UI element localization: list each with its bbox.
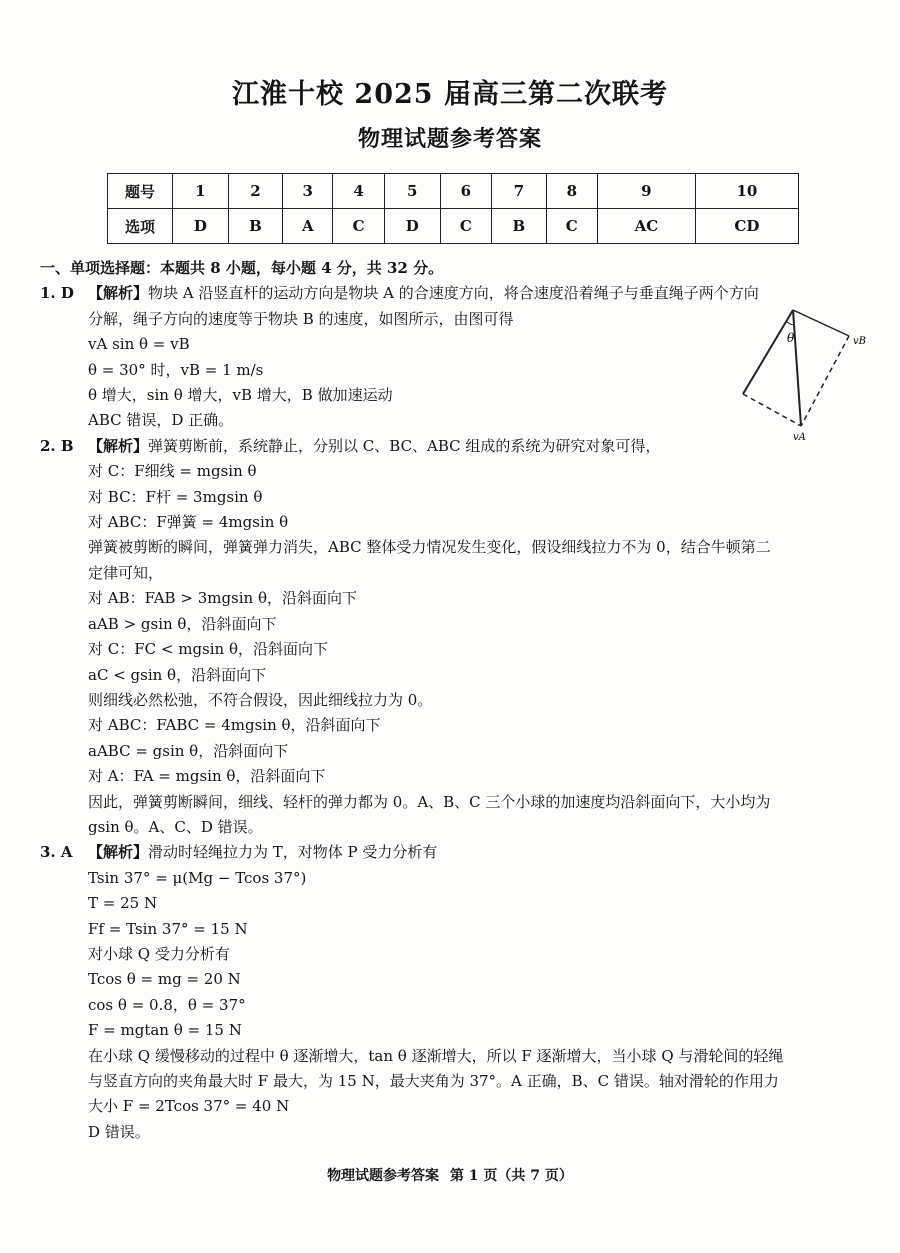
q2-formula: 对 ABC：F弹簧 = 4mgsin θ: [88, 513, 289, 532]
q3-formula: T = 25 N: [88, 894, 158, 913]
question-number: 8: [546, 174, 598, 209]
question-number: 5: [384, 174, 440, 209]
angle-theta-label: θ: [787, 331, 795, 345]
question-number: 4: [333, 174, 385, 209]
q3-first-line: [40, 840, 870, 865]
q2-formula: aABC = gsin θ，沿斜面向下: [88, 741, 289, 760]
q2-formula: aC < gsin θ，沿斜面向下: [88, 665, 267, 684]
q1-conclusion: ABC 错误，D 正确。: [88, 411, 234, 430]
q1-text: 分解，绳子方向的速度等于物块 B 的速度，如图所示，由图可得: [88, 309, 514, 328]
section-heading: 一、单项选择题：本题共 8 小题，每小题 4 分，共 32 分。: [40, 259, 444, 277]
dashed-component-line: [801, 336, 849, 426]
q3-formula: Tsin 37° = μ(Mg − Tcos 37°): [88, 868, 307, 887]
q2-analysis-tag: 【解析】: [88, 436, 149, 455]
q1-formula: θ = 30° 时，vB = 1 m/s: [88, 360, 264, 379]
q2-formula: 对 AB：FAB > 3mgsin θ，沿斜面向下: [88, 589, 358, 608]
q3-conclusion: D 错误。: [88, 1122, 150, 1141]
answer-cell: CD: [695, 209, 798, 244]
q3-number: 3. A: [40, 843, 73, 862]
question-number: 1: [173, 174, 229, 209]
q1-first-line: [40, 281, 870, 306]
answer-cell: C: [546, 209, 598, 244]
q2-formula: aAB > gsin θ，沿斜面向下: [88, 614, 277, 633]
footer-page-number: 第 1 页（共 7 页）: [449, 1168, 573, 1184]
rope-direction-line: [743, 310, 793, 394]
q2-text: 定律可知，: [88, 563, 164, 582]
page-footer: [0, 1165, 900, 1185]
answer-cell: A: [283, 209, 333, 244]
q2-text: 则细线必然松弛，不符合假设，因此细线拉力为 0。: [88, 690, 433, 709]
question-number: 7: [492, 174, 546, 209]
answer-cell: B: [492, 209, 546, 244]
question-number: 9: [598, 174, 696, 209]
answer-cell: C: [440, 209, 492, 244]
row-header-number: 题号: [108, 174, 173, 209]
q3-text: 对小球 Q 受力分析有: [88, 944, 230, 963]
answer-table-number-row: [108, 174, 799, 209]
answer-table-option-row: [108, 209, 799, 244]
footer-doc-name: 物理试题参考答案: [327, 1168, 440, 1184]
q3-formula: 大小 F = 2Tcos 37° = 40 N: [88, 1097, 290, 1116]
answer-cell: AC: [598, 209, 696, 244]
q3-formula: Tcos θ = mg = 20 N: [88, 970, 241, 989]
document-title: 江淮十校 2025 届高三第二次联考: [232, 79, 668, 110]
q2-formula: 对 C：F细线 = mgsin θ: [88, 462, 257, 481]
q1-analysis-tag: 【解析】: [88, 284, 149, 303]
q3-formula: F = mgtan θ = 15 N: [88, 1021, 242, 1040]
answer-cell: D: [173, 209, 229, 244]
q1-text: θ 增大，sin θ 增大，vB 增大，B 做加速运动: [88, 386, 393, 405]
document-subtitle: 物理试题参考答案: [357, 126, 542, 152]
q2-conclusion: gsin θ。A、C、D 错误。: [88, 817, 263, 836]
q1-formula: vA sin θ = vB: [88, 335, 190, 354]
q2-text: 因此，弹簧剪断瞬间，细线、轻杆的弹力都为 0。A、B、C 三个小球的加速度均沿斜面向下，大小均为: [88, 792, 771, 811]
q2-text: 弹簧被剪断的瞬间，弹簧弹力消失，ABC 整体受力情况发生变化，假设细线拉力不为 0，结合牛顿第二: [88, 538, 771, 557]
q3-text: 与竖直方向的夹角最大时 F 最大，为 15 N，最大夹角为 37°。A 正确，B、C 错误。轴对滑轮的作用力: [88, 1072, 779, 1090]
q3-formula: cos θ = 0.8，θ = 37°: [88, 995, 246, 1014]
q3-text: 滑动时轻绳拉力为 T，对物体 P 受力分析有: [148, 843, 438, 862]
answer-cell: B: [228, 209, 282, 244]
question-number: 6: [440, 174, 492, 209]
q2-formula: 对 A：FA = mgsin θ，沿斜面向下: [88, 767, 326, 786]
answer-cell: D: [384, 209, 440, 244]
velocity-decomposition-figure: [735, 306, 885, 446]
q3-analysis-tag: 【解析】: [88, 843, 149, 862]
question-number: 2: [228, 174, 282, 209]
dashed-component-line: [743, 394, 801, 426]
q2-number: 2. B: [40, 436, 74, 455]
q2-formula: 对 BC：F杆 = 3mgsin θ: [88, 487, 263, 506]
answer-table: [107, 173, 799, 244]
q2-text: 弹簧剪断前，系统静止，分别以 C、BC、ABC 组成的系统为研究对象可得，: [148, 436, 661, 455]
perpendicular-direction-line: [793, 310, 849, 336]
q2-formula: 对 ABC：FABC = 4mgsin θ，沿斜面向下: [88, 716, 381, 735]
va-label: vA: [793, 432, 806, 443]
row-header-option: 选项: [108, 209, 173, 244]
question-number: 10: [695, 174, 798, 209]
q3-formula: Ff = Tsin 37° = 15 N: [88, 919, 248, 938]
q2-formula: 对 C：FC < mgsin θ，沿斜面向下: [88, 640, 329, 659]
q3-text: 在小球 Q 缓慢移动的过程中 θ 逐渐增大，tan θ 逐渐增大，所以 F 逐渐增大，当小球 Q 与滑轮间的轻绳: [88, 1046, 784, 1065]
answer-cell: C: [333, 209, 385, 244]
q1-text: 物块 A 沿竖直杆的运动方向是物块 A 的合速度方向，将合速度沿着绳子与垂直绳子两个方向: [148, 284, 759, 303]
q1-number: 1. D: [40, 284, 74, 303]
vb-label: vB: [853, 336, 866, 347]
question-number: 3: [283, 174, 333, 209]
velocity-va-line: [793, 310, 801, 426]
